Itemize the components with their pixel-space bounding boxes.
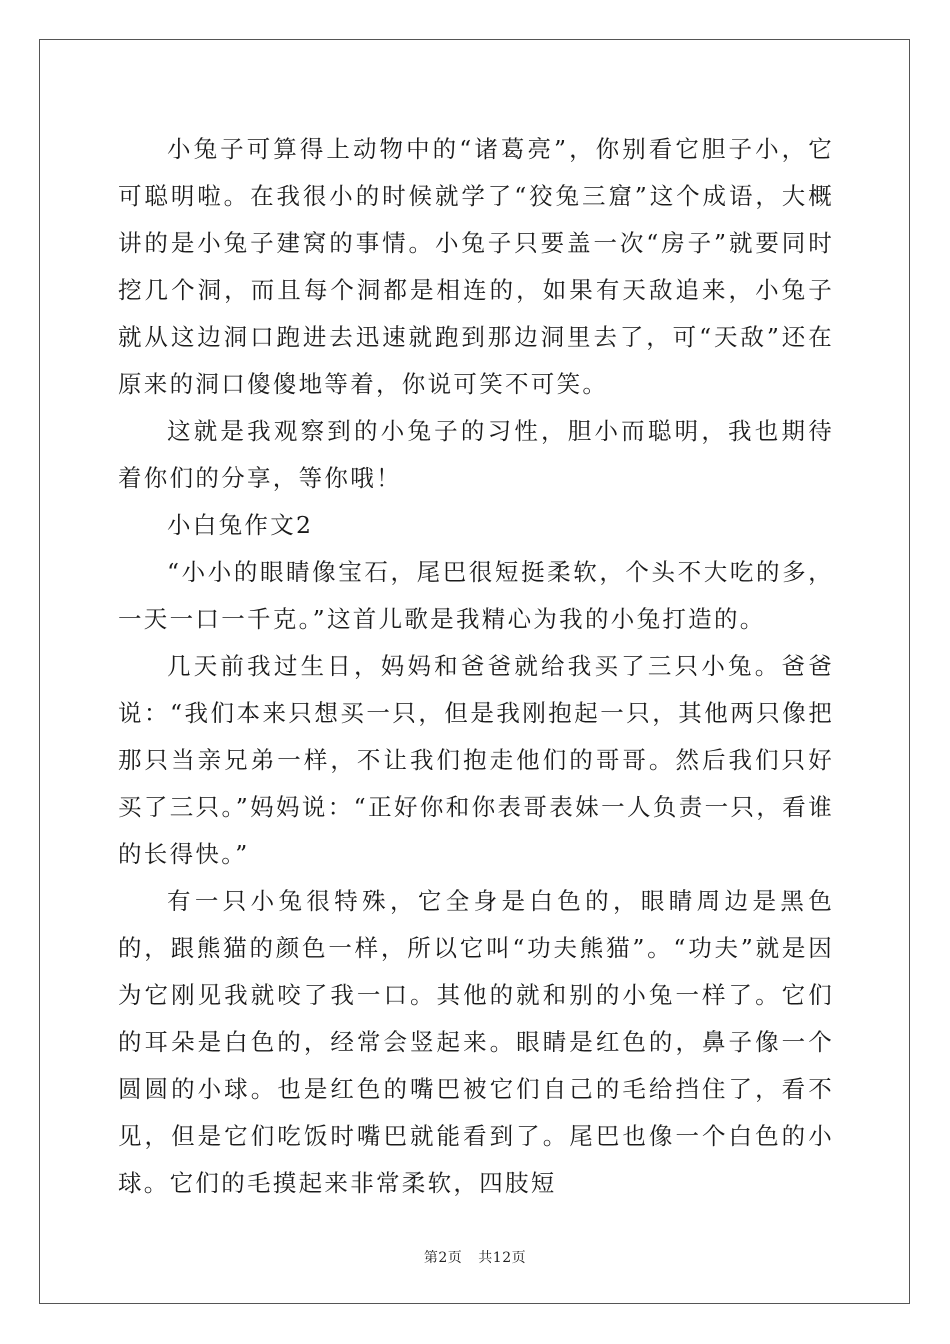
- paragraph-3: “小小的眼睛像宝石，尾巴很短挺柔软，个头不大吃的多，一天一口一千克。”这首儿歌是我精心为我的小兔打造的。: [118, 558, 834, 633]
- paragraph-1: 小兔子可算得上动物中的“诸葛亮”，你别看它胆子小，它可聪明啦。在我很小的时候就学了“狡兔三窟”这个成语，大概讲的是小兔子建窝的事情。小兔子只要盖一次“房子”就要同时挖几个洞，而且每个洞都是相连的，如果有天敌追来，小兔子就从这边洞口跑进去迅速就跑到那边洞里去了，可“天敌”还在原来的洞口傻傻地等着，你说可笑不可笑。: [118, 135, 834, 398]
- page-footer: [0, 1247, 950, 1267]
- section-heading: 小白兔作文2: [167, 511, 314, 539]
- paragraph-2: 这就是我观察到的小兔子的习性，胆小而聪明，我也期待着你们的分享，等你哦！: [118, 417, 834, 492]
- paragraph-5: 有一只小兔很特殊，它全身是白色的，眼睛周边是黑色的，跟熊猫的颜色一样，所以它叫“功夫熊猫”。“功夫”就是因为它刚见我就咬了我一口。其他的就和别的小兔一样了。它们的耳朵是白色的，经常会竖起来。眼睛是红色的，鼻子像一个圆圆的小球。也是红色的嘴巴被它们自己的毛给挡住了，看不见，但是它们吃饭时嘴巴就能看到了。尾巴也像一个白色的小球。它们的毛摸起来非常柔软，四肢短: [118, 887, 834, 1197]
- paragraph-4: 几天前我过生日，妈妈和爸爸就给我买了三只小兔。爸爸说：“我们本来只想买一只，但是我刚抱起一只，其他两只像把那只当亲兄弟一样，不让我们抱走他们的哥哥。然后我们只好买了三只。”妈妈说：“正好你和你表哥表妹一人负责一只，看谁的长得快。”: [118, 652, 834, 868]
- page-number: 第2页: [423, 1250, 463, 1266]
- page-total: 共12页: [478, 1250, 527, 1266]
- document-body: [118, 126, 834, 1207]
